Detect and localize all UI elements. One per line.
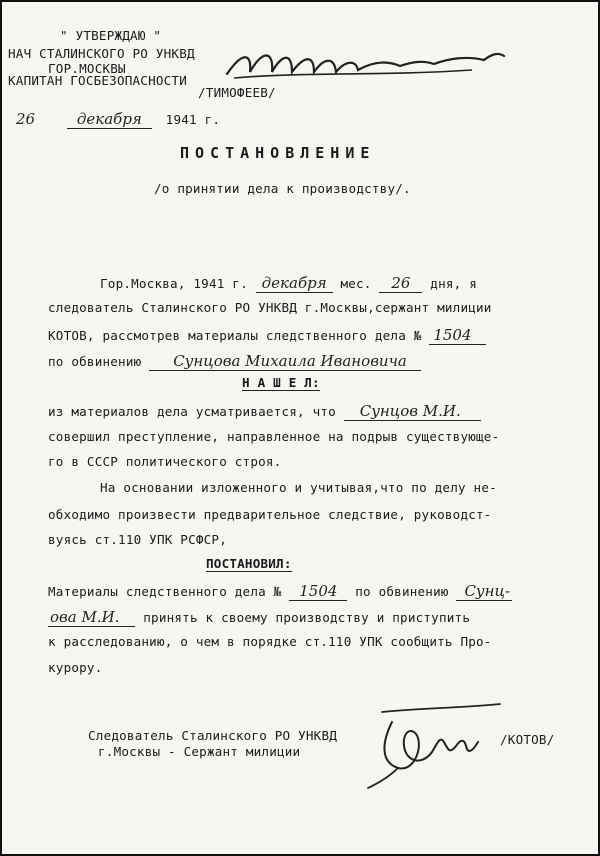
basis-line1: На основании изложенного и учитывая,что по делу не-	[100, 480, 497, 495]
intro-case-number: 1504	[429, 326, 485, 345]
approval-line2: ГОР.МОСКВЫ	[48, 61, 126, 76]
resolved-action: принять к своему производству и приступить	[143, 610, 471, 625]
intro-month-label: мес.	[340, 276, 372, 291]
signature-line2: г.Москвы - Сержант милиции	[98, 744, 301, 759]
resolved-accused-name-part1: Сунц-	[456, 582, 512, 601]
approval-line3: КАПИТАН ГОСБЕЗОПАСНОСТИ	[8, 73, 187, 88]
found-line3: го в СССР политического строя.	[48, 454, 282, 469]
resolved-accused-name-part2: ова М.И.	[48, 608, 135, 627]
investigator-signature	[362, 702, 502, 792]
intro-day: 26	[379, 274, 422, 293]
intro-line4	[48, 352, 421, 371]
resolved-case-number: 1504	[289, 582, 347, 601]
basis-line3: вуясь ст.110 УПК РСФСР,	[48, 532, 227, 547]
found-heading: Н А Ш Е Л:	[242, 375, 320, 390]
resolved-heading: ПОСТАНОВИЛ:	[206, 556, 292, 571]
found-text: из материалов дела усматривается, что	[48, 404, 336, 419]
intro-line2: следователь Сталинского РО УНКВД г.Москвы,сержант милиции	[48, 300, 492, 315]
intro-accused-name: Сунцова Михаила Ивановича	[149, 352, 421, 371]
approval-date-year: 1941 г.	[165, 112, 221, 127]
signature-name: /КОТОВ/	[500, 732, 555, 747]
intro-city-year: Гор.Москва, 1941 г.	[100, 276, 248, 291]
intro-month: декабря	[256, 274, 333, 293]
intro-line3	[48, 326, 486, 345]
approval-date	[8, 110, 220, 128]
resolved-line3: к расследованию, о чем в порядке ст.110 УПК сообщить Про-	[48, 634, 492, 649]
document-title: ПОСТАНОВЛЕНИЕ	[180, 144, 376, 162]
intro-accused-label: по обвинению	[48, 354, 142, 369]
intro-day-label: дня, я	[430, 276, 477, 291]
resolved-line1	[48, 582, 512, 601]
resolved-accused-label: по обвинению	[355, 584, 449, 599]
intro-line1	[100, 274, 477, 293]
approval-name: /ТИМОФЕЕВ/	[198, 85, 276, 100]
approval-header: " УТВЕРЖДАЮ "	[60, 28, 162, 43]
found-line1	[48, 402, 481, 421]
approval-date-day: 26	[16, 110, 36, 128]
resolved-line4: курору.	[48, 660, 103, 675]
resolved-line2	[48, 608, 470, 627]
signature-line1: Следователь Сталинского РО УНКВД	[88, 728, 338, 743]
approval-date-month: декабря	[67, 110, 152, 129]
found-line2: совершил преступление, направленное на подрыв существующе-	[48, 429, 500, 444]
document-subtitle: /о принятии дела к производству/.	[154, 181, 411, 196]
found-accused-name: Сунцов М.И.	[344, 402, 481, 421]
intro-case-label: КОТОВ, рассмотрев материалы следственного дела №	[48, 328, 422, 343]
approval-line1: НАЧ СТАЛИНСКОГО РО УНКВД	[8, 46, 195, 61]
approval-signature	[222, 42, 522, 92]
resolved-case-label: Материалы следственного дела №	[48, 584, 282, 599]
basis-line2: обходимо произвести предварительное следствие, руководст-	[48, 507, 492, 522]
